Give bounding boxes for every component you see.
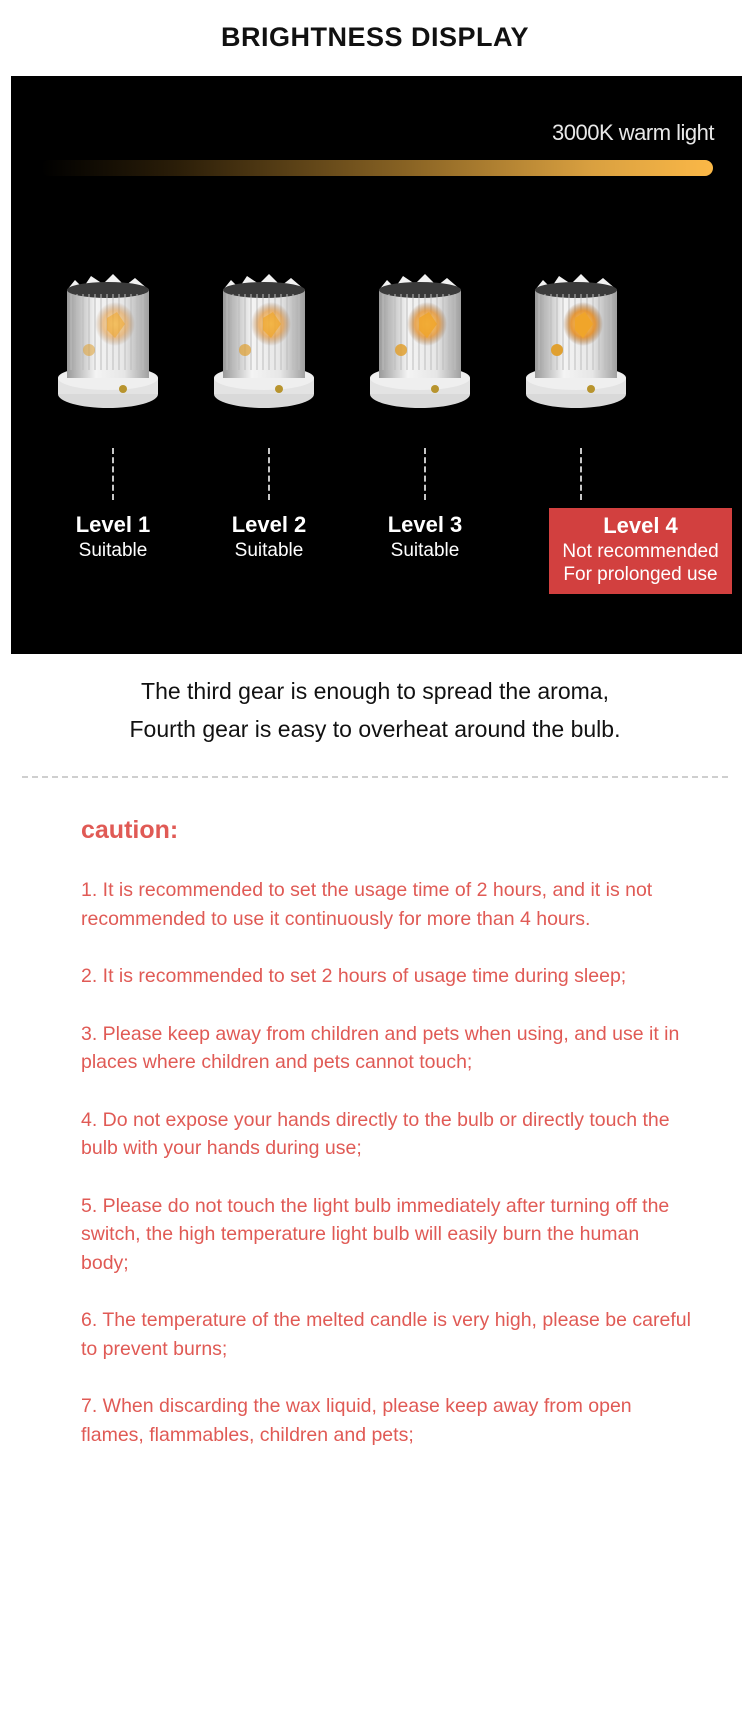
level-4-warning-label [549, 508, 732, 594]
level-desc: Suitable [78, 540, 148, 561]
caution-item: 3. Please keep away from children and pets when using, and use it in places where children and pets cannot touch; [81, 1022, 680, 1073]
lamp-image-level-4 [521, 266, 631, 416]
section-divider [22, 776, 728, 778]
level-name: Level 1 [75, 512, 151, 537]
caution-item: 5. Please do not touch the light bulb immediately after turning off the switch, the high temperature light bulb will easily burn the human body; [81, 1194, 670, 1274]
level-3-label [340, 511, 510, 563]
warm-light-gradient-bar [41, 160, 713, 176]
summary-line: Fourth gear is easy to overheat around the bulb. [129, 716, 621, 742]
level-desc: For prolonged use [563, 564, 718, 585]
caution-item: 6. The temperature of the melted candle is very high, please be careful to prevent burns; [81, 1309, 691, 1360]
caution-list [81, 876, 691, 1478]
caution-item: 2. It is recommended to set 2 hours of usage time during sleep; [81, 965, 627, 987]
lamp-image-level-1 [53, 266, 163, 416]
lamp-row [11, 266, 742, 426]
level-name: Level 4 [603, 513, 678, 538]
caution-item: 4. Do not expose your hands directly to the bulb or directly touch the bulb with your hands during use; [81, 1108, 670, 1159]
level-name: Level 3 [387, 512, 463, 537]
connector-line [580, 448, 582, 500]
level-desc: Suitable [234, 540, 304, 561]
summary-text [0, 672, 750, 748]
caution-item: 1. It is recommended to set the usage time of 2 hours, and it is not recommended to use it continuously for more than 4 hours. [81, 879, 653, 930]
connector-line [268, 448, 270, 500]
level-2-label [184, 511, 354, 563]
caution-item: 7. When discarding the wax liquid, please keep away from open flames, flammables, children and pets; [81, 1395, 632, 1446]
level-desc: Not recommended [562, 541, 719, 562]
lamp-image-level-3 [365, 266, 475, 416]
caution-title: caution: [81, 816, 179, 844]
level-1-label [28, 511, 198, 563]
summary-line: The third gear is enough to spread the aroma, [141, 678, 609, 704]
temperature-label: 3000K warm light [552, 120, 714, 145]
connector-line [112, 448, 114, 500]
brightness-panel [11, 76, 742, 654]
lamp-image-level-2 [209, 266, 319, 416]
level-desc: Suitable [390, 540, 460, 561]
level-name: Level 2 [231, 512, 307, 537]
page-title: BRIGHTNESS DISPLAY [220, 22, 530, 52]
connector-line [424, 448, 426, 500]
